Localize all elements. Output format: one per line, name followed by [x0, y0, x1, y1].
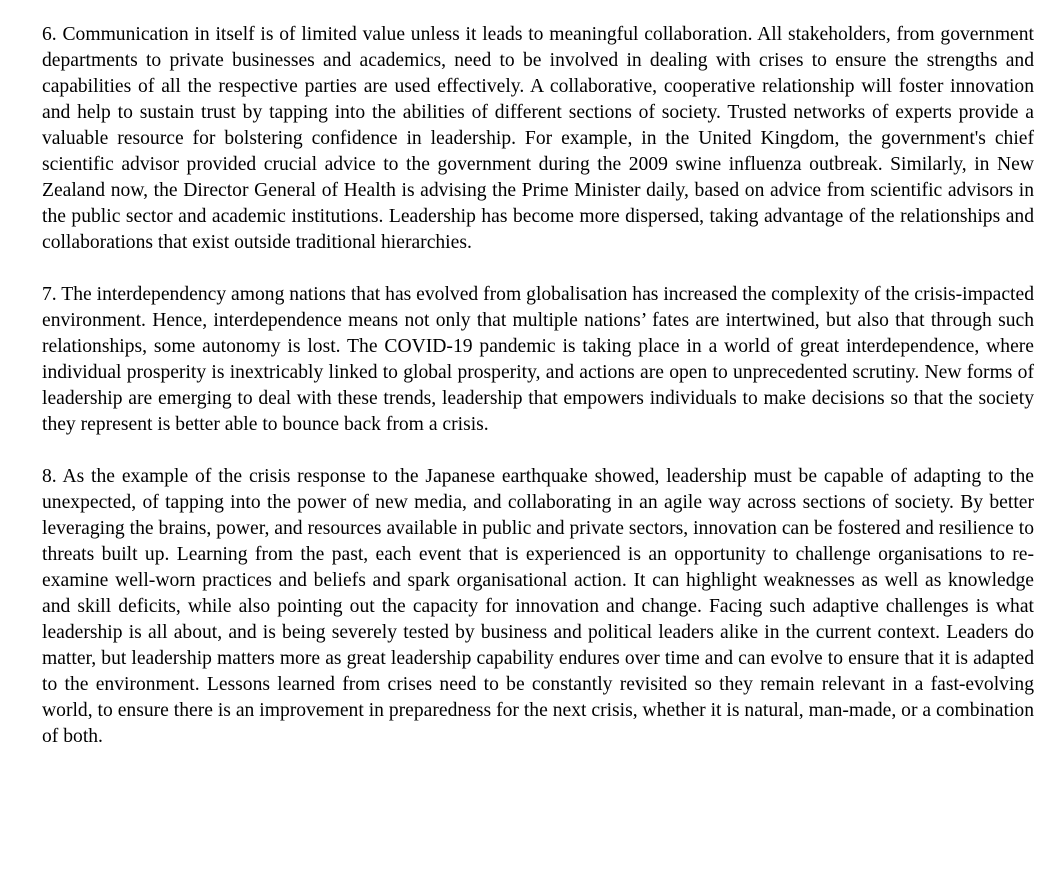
paragraph-8: 8. As the example of the crisis response to the Japanese earthquake showed, leadership must be capable of adapting to the unexpected, of tapping into the power of new media, and collaborating in an agile way across sections of society. By better leveraging the brains, power, and resources available in public and private sectors, innovation can be fostered and resilience to threats built up. Learning from the past, each event that is experienced is an opportunity to challenge organisations to re-examine well-worn practices and beliefs and spark organisational action. It can highlight weaknesses as well as knowledge and skill deficits, while also pointing out the capacity for innovation and change. Facing such adaptive challenges is what leadership is all about, and is being severely tested by business and political leaders alike in the current context. Leaders do matter, but leadership matters more as great leadership capability endures over time and can evolve to ensure that it is adapted to the environment. Lessons learned from crises need to be constantly revisited so they remain relevant in a fast-evolving world, to ensure there is an improvement in preparedness for the next crisis, whether it is natural, man-made, or a combination of both. [42, 466, 1034, 747]
paragraph-6: 6. Communication in itself is of limited value unless it leads to meaningful collaboration. All stakeholders, from government departments to private businesses and academics, need to be involved in dealing with crises to ensure the strengths and capabilities of all the respective parties are used effectively. A collaborative, cooperative relationship will foster innovation and help to sustain trust by tapping into the abilities of different sections of society. Trusted networks of experts provide a valuable resource for bolstering confidence in leadership. For example, in the United Kingdom, the government's chief scientific advisor provided crucial advice to the government during the 2009 swine influenza outbreak. Similarly, in New Zealand now, the Director General of Health is advising the Prime Minister daily, based on advice from scientific advisors in the public sector and academic institutions. Leadership has become more dispersed, taking advantage of the relationships and collaborations that exist outside traditional hierarchies. [42, 24, 1034, 253]
document-body [42, 22, 1034, 750]
paragraph-7: 7. The interdependency among nations that has evolved from globalisation has increased the complexity of the crisis-impacted environment. Hence, interdependence means not only that multiple nations’ fates are intertwined, but also that through such relationships, some autonomy is lost. The COVID-19 pandemic is taking place in a world of great interdependence, where individual prosperity is inextricably linked to global prosperity, and actions are open to unprecedented scrutiny. New forms of leadership are emerging to deal with these trends, leadership that empowers individuals to make decisions so that the society they represent is better able to bounce back from a crisis. [42, 284, 1034, 435]
